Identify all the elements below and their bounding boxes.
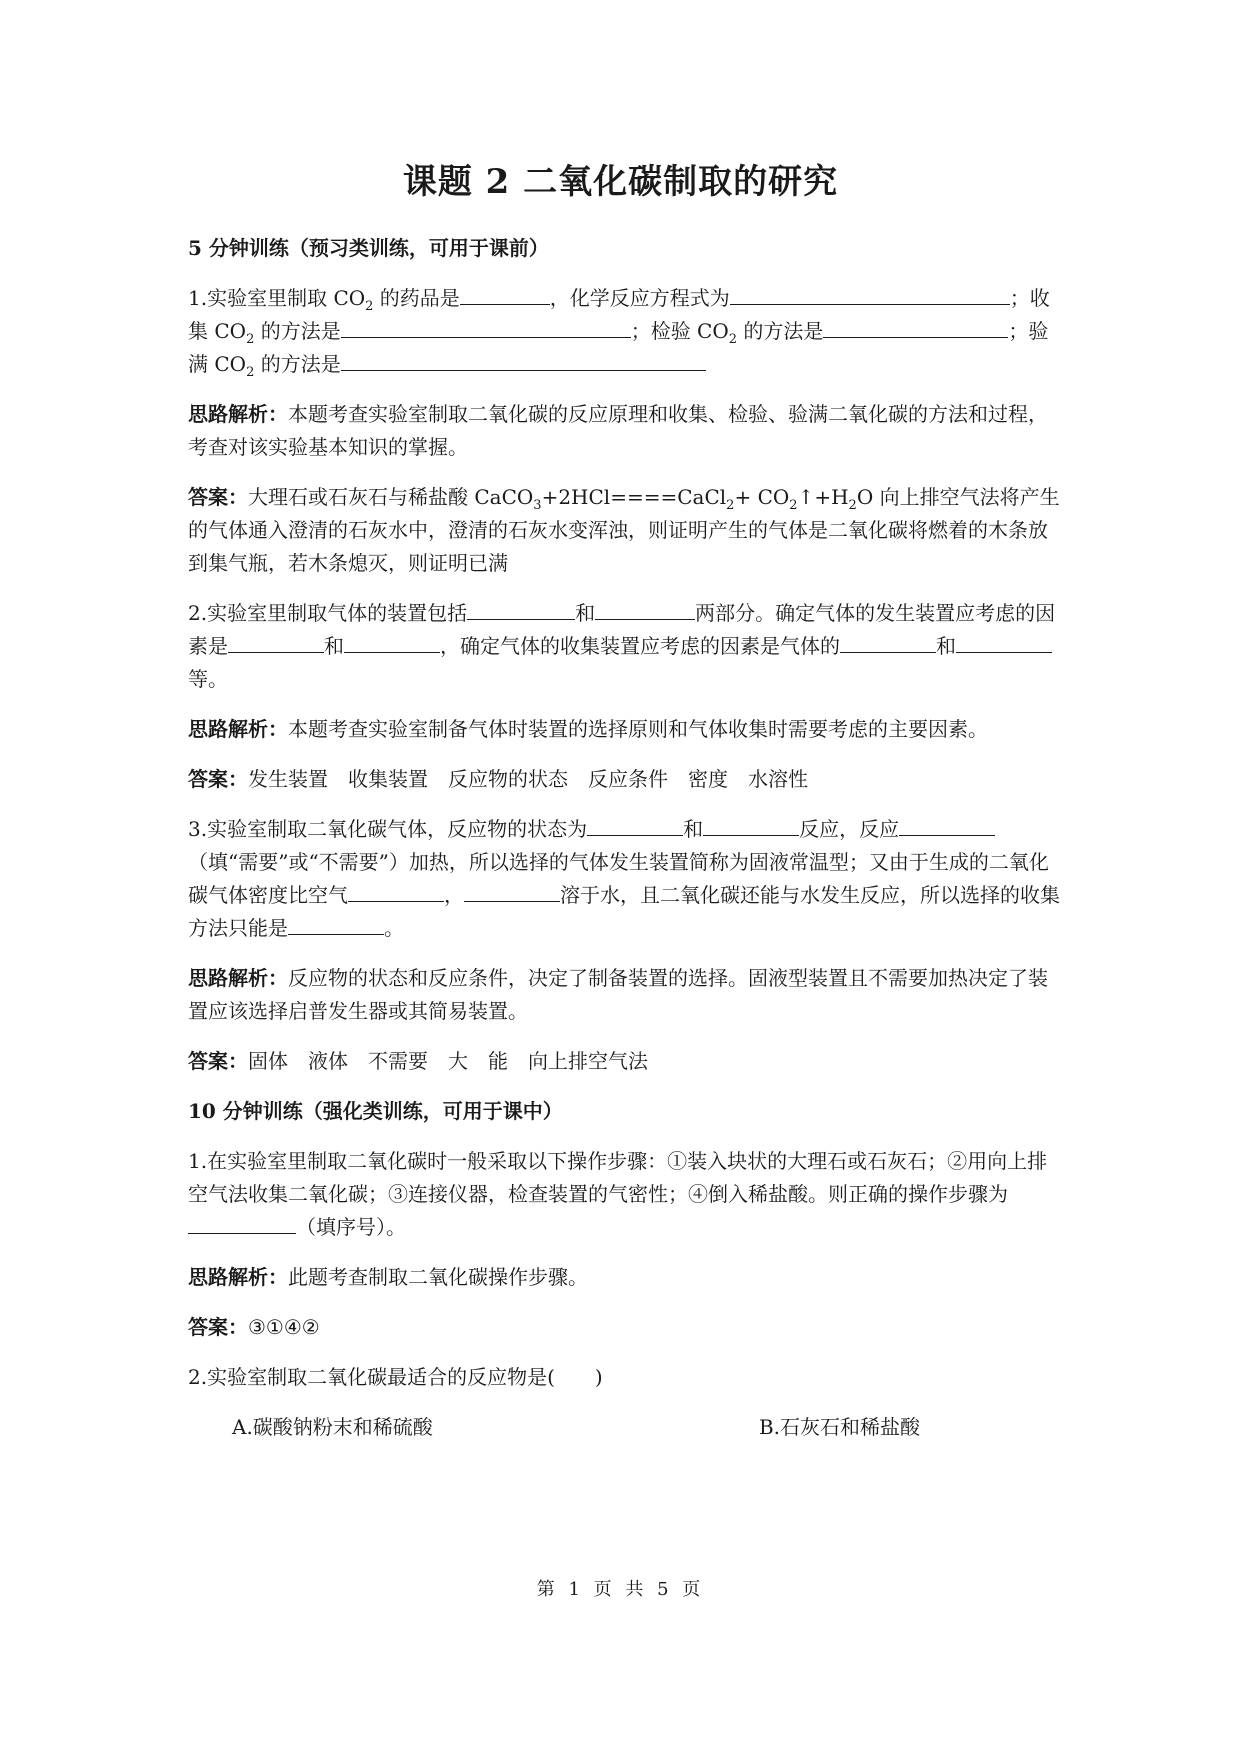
answer-blank[interactable] (228, 632, 324, 653)
analysis-3: 思路解析：反应物的状态和反应条件，决定了制备装置的选择。固液型装置且不需要加热决定了装置应该选择启普发生器或其简易装置。 (188, 966, 1048, 1023)
answer-blank[interactable] (344, 632, 440, 653)
answer-blank[interactable] (341, 317, 631, 338)
document-body (188, 232, 1060, 1444)
answer-blank[interactable] (467, 599, 575, 620)
answer-blank[interactable] (288, 914, 384, 935)
options-row (188, 1411, 1060, 1444)
question-s2-2: 2.实验室制取二氧化碳最适合的反应物是( ) (188, 1365, 603, 1389)
answer-blank[interactable] (595, 599, 695, 620)
answer-blank[interactable] (899, 815, 995, 836)
question-s2-1: 1.在实验室里制取二氧化碳时一般采取以下操作步骤：①装入块状的大理石或石灰石；②用向上排空气法收集二氧化碳；③连接仪器，检查装置的气密性；④倒入稀盐酸。则正确的操作步骤为（填序号）。 (188, 1149, 1048, 1239)
page-title: 课题 2 二氧化碳制取的研究 (402, 162, 839, 202)
option-b[interactable]: B.石灰石和稀盐酸 (758, 1415, 920, 1439)
answer-blank[interactable] (956, 632, 1052, 653)
answer-blank[interactable] (188, 1213, 296, 1234)
answer-1: 答案：大理石或石灰石与稀盐酸 CaCO$_3$+2HCl====CaCl$_2$+ $CO_2↑+H_2O$ 向上排空气法将产生的气体通入澄清的石灰水中，澄清的石灰水变浑浊，则证明产生的气体是二氧化碳将燃着的木条放到集气瓶，若木条熄灭，则证明已满 (188, 485, 1060, 575)
answer-2: 答案：发生装置 收集装置 反应物的状态 反应条件 密度 水溶性 (188, 767, 808, 791)
question-3: 3.实验室制取二氧化碳气体，反应物的状态为 和 反应，反应（填“需要”或“不需要”）加热，所以选择的气体发生装置简称为固液常温型；又由于生成的二氧化碳气体密度比空气 ， 溶于水，且二氧化碳还能与水发生反应，所以选择的收集方法只能是 。 (188, 817, 1060, 940)
question-2: 2.实验室里制取气体的装置包括 和 两部分。确定气体的发生装置应考虑的因素是 和 ，确定气体的收集装置应考虑的因素是气体的 和等。 (188, 601, 1056, 691)
answer-blank[interactable] (730, 284, 1010, 305)
section-heading-5min: 5 分钟训练（预习类训练，可用于课前） (188, 236, 549, 260)
section-heading-10min: 10 分钟训练（强化类训练，可用于课中） (188, 1099, 563, 1123)
question-1: 1.实验室里制取 $CO_2$ 的药品是 ，化学反应方程式为 ；收集 $CO_2$ 的方法是 ；检验 $CO_2$ 的方法是 ；验满 $CO_2$ 的方法是 (188, 286, 1050, 380)
answer-blank[interactable] (348, 881, 444, 902)
answer-blank[interactable] (823, 317, 1008, 338)
answer-blank[interactable] (587, 815, 683, 836)
answer-blank[interactable] (460, 284, 550, 305)
analysis-s2-1: 思路解析：此题考查制取二氧化碳操作步骤。 (188, 1265, 588, 1289)
analysis-2: 思路解析：本题考查实验室制备气体时装置的选择原则和气体收集时需要考虑的主要因素。 (188, 717, 988, 741)
answer-s2-1: 答案：③①④② (188, 1315, 320, 1339)
analysis-1: 思路解析：本题考查实验室制取二氧化碳的反应原理和收集、检验、验满二氧化碳的方法和过程，考查对该实验基本知识的掌握。 (188, 402, 1048, 459)
answer-blank[interactable] (840, 632, 936, 653)
page-footer: 第 1 页 共 5 页 (536, 1579, 705, 1600)
answer-blank[interactable] (341, 350, 706, 371)
answer-3: 答案：固体 液体 不需要 大 能 向上排空气法 (188, 1049, 648, 1073)
answer-blank[interactable] (703, 815, 799, 836)
answer-blank[interactable] (464, 881, 560, 902)
option-a[interactable]: A.碳酸钠粉末和稀硫酸 (232, 1415, 433, 1439)
